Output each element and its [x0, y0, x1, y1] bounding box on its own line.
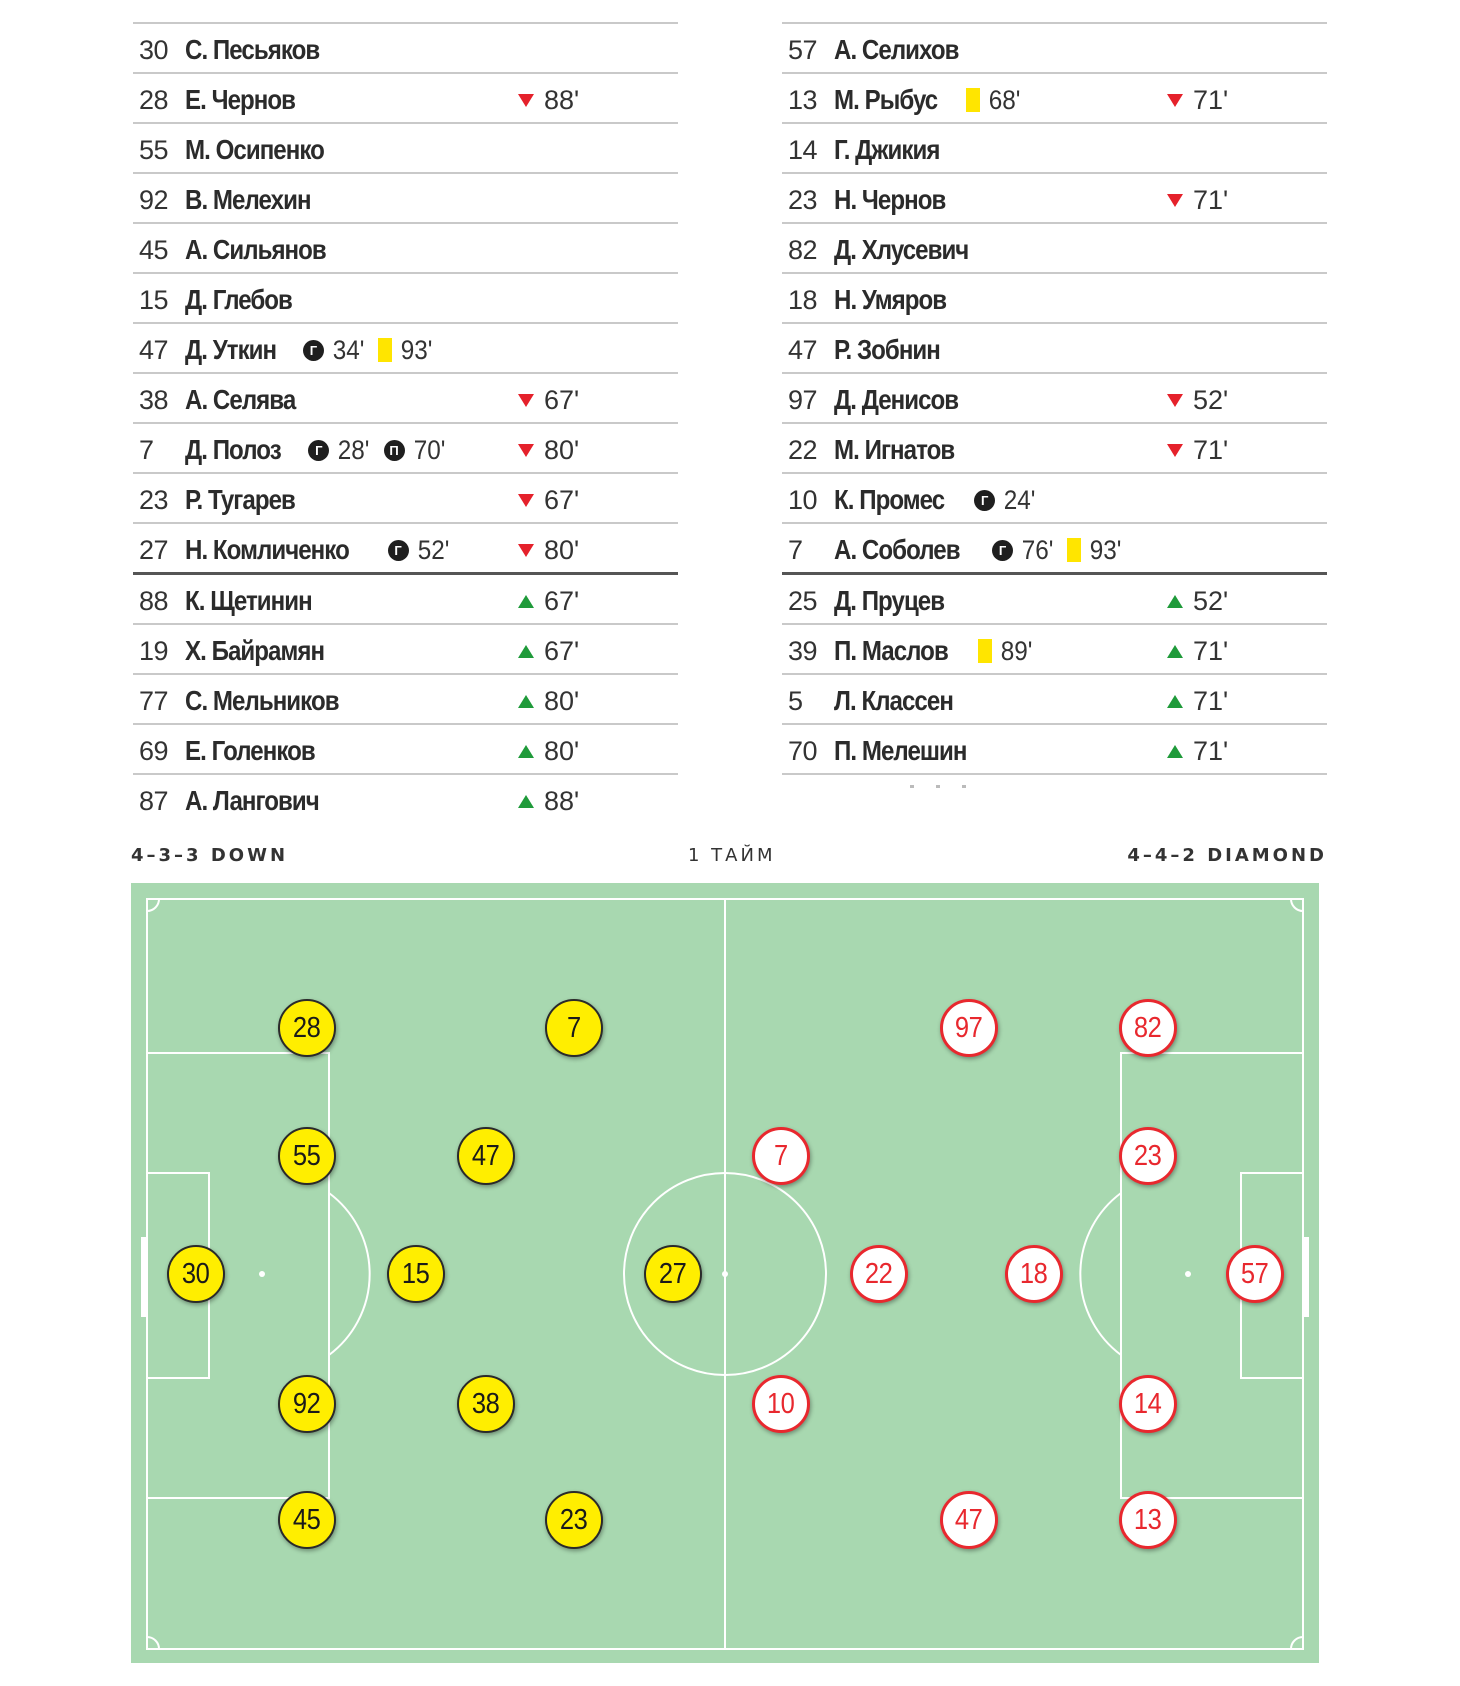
player-marker-number: 82 — [1134, 1011, 1162, 1044]
player-name-wrap — [834, 334, 957, 366]
substitution-time: 52' — [1193, 586, 1229, 616]
player-name: В. Мелехин — [185, 184, 311, 215]
player-name-wrap — [185, 184, 331, 216]
player-row — [133, 623, 678, 673]
player-row — [782, 572, 1327, 623]
player-number: 47 — [139, 335, 169, 365]
player-name: Р. Зобнин — [834, 334, 940, 365]
player-name-cell — [185, 534, 451, 566]
away-player-marker — [850, 1245, 908, 1303]
substitution-time: 80' — [544, 686, 580, 716]
player-number: 30 — [139, 35, 169, 65]
player-name-cell — [834, 534, 1123, 566]
home-player-marker — [644, 1245, 702, 1303]
sub-off-arrow-icon — [518, 544, 534, 557]
player-row — [782, 22, 1327, 72]
player-row — [782, 322, 1327, 372]
substitution — [1167, 686, 1228, 717]
away-formation: 4–4–2 DIAMOND — [1127, 845, 1327, 866]
player-name-wrap — [185, 534, 376, 566]
player-name: Д. Глебов — [185, 284, 292, 315]
player-name-cell — [834, 334, 957, 366]
player-name: Д. Полоз — [185, 434, 281, 465]
away-player-marker — [1119, 1375, 1177, 1433]
player-name-cell — [185, 635, 347, 667]
player-marker-number: 57 — [1241, 1257, 1269, 1290]
sub-off-arrow-icon — [1167, 194, 1183, 207]
player-number: 7 — [788, 535, 803, 565]
player-row — [782, 372, 1327, 422]
player-row — [133, 172, 678, 222]
player-name-wrap — [185, 635, 347, 667]
player-name-wrap — [834, 534, 980, 566]
goal-icon: Г — [992, 540, 1013, 561]
player-name: С. Песьяков — [185, 34, 320, 65]
substitution-time: 52' — [1193, 385, 1229, 415]
player-number: 45 — [139, 235, 169, 265]
player-number: 38 — [139, 385, 169, 415]
player-marker-number: 55 — [293, 1139, 321, 1172]
player-name-wrap — [834, 134, 957, 166]
player-number: 14 — [788, 135, 818, 165]
player-row — [782, 122, 1327, 172]
event-yellow — [966, 85, 1022, 116]
yellow-card-icon — [978, 639, 992, 663]
player-row — [133, 522, 678, 572]
sub-on-arrow-icon — [1167, 745, 1183, 758]
away-player-marker — [1119, 1127, 1177, 1185]
player-number: 39 — [788, 636, 818, 666]
player-marker-number: 38 — [472, 1387, 500, 1420]
player-name: А. Соболев — [834, 534, 960, 565]
substitution — [518, 636, 579, 667]
player-name-cell — [185, 84, 313, 116]
penalty-goal-icon: П — [384, 440, 405, 461]
player-number: 69 — [139, 736, 169, 766]
player-name-cell — [185, 735, 336, 767]
home-player-marker — [278, 1375, 336, 1433]
player-name-wrap — [834, 735, 988, 767]
goal-icon: Г — [974, 490, 995, 511]
player-number: 15 — [139, 285, 169, 315]
player-number: 47 — [788, 335, 818, 365]
player-row — [782, 422, 1327, 472]
sub-off-arrow-icon — [518, 394, 534, 407]
substitution-time: 88' — [544, 786, 580, 816]
sub-off-arrow-icon — [518, 444, 534, 457]
player-name-wrap — [834, 434, 974, 466]
sub-on-arrow-icon — [1167, 645, 1183, 658]
player-marker-number: 92 — [293, 1387, 321, 1420]
player-number: 19 — [139, 636, 169, 666]
substitution-time: 80' — [544, 435, 580, 465]
player-name-cell — [185, 134, 347, 166]
home-player-marker — [278, 1491, 336, 1549]
player-number: 5 — [788, 686, 803, 716]
player-name-cell — [185, 334, 434, 366]
player-row — [782, 723, 1327, 775]
away-player-marker — [1119, 1491, 1177, 1549]
substitution-time: 71' — [1193, 85, 1229, 115]
player-row — [782, 623, 1327, 673]
player-row — [133, 372, 678, 422]
home-player-marker — [387, 1245, 445, 1303]
player-number: 88 — [139, 586, 169, 616]
pitch — [131, 883, 1319, 1663]
player-name-cell — [834, 34, 979, 66]
event-goal — [308, 435, 371, 466]
player-name-cell — [834, 134, 957, 166]
player-name-cell — [185, 434, 447, 466]
away-player-marker — [752, 1375, 810, 1433]
player-name: А. Сильянов — [185, 234, 326, 265]
player-number: 55 — [139, 135, 169, 165]
player-row — [133, 22, 678, 72]
sub-off-arrow-icon — [518, 94, 534, 107]
home-player-marker — [457, 1375, 515, 1433]
player-name-cell — [834, 735, 988, 767]
away-player-marker — [940, 1491, 998, 1549]
home-player-marker — [457, 1127, 515, 1185]
player-marker-number: 30 — [182, 1257, 210, 1290]
event-time: 89' — [1001, 635, 1033, 666]
substitution-time: 71' — [1193, 435, 1229, 465]
player-name-wrap — [834, 635, 966, 667]
player-name-cell — [185, 184, 331, 216]
substitution-time: 67' — [544, 636, 580, 666]
player-name: К. Промес — [834, 484, 945, 515]
substitution — [518, 736, 579, 767]
player-number: 87 — [139, 786, 169, 816]
substitution-time: 88' — [544, 85, 580, 115]
player-name-cell — [834, 184, 963, 216]
event-time: 34' — [332, 334, 365, 365]
player-number: 77 — [139, 686, 169, 716]
player-name: М. Рыбус — [834, 84, 938, 115]
away-lineup — [782, 22, 1327, 775]
event-time: 93' — [400, 334, 433, 365]
player-name: Д. Денисов — [834, 384, 959, 415]
player-name-wrap — [185, 234, 349, 266]
player-name: Н. Умяров — [834, 284, 947, 315]
player-name: С. Мельников — [185, 685, 339, 716]
substitution — [1167, 586, 1228, 617]
yellow-card-icon — [378, 338, 392, 362]
player-name: Е. Голенков — [185, 735, 315, 766]
half-label: 1 ТАЙМ — [688, 845, 776, 866]
event-time: 76' — [1021, 534, 1054, 565]
player-row — [782, 673, 1327, 723]
event-yellow — [378, 335, 434, 366]
substitution — [518, 586, 579, 617]
player-name-wrap — [834, 384, 978, 416]
player-name-wrap — [185, 84, 313, 116]
substitution-time: 71' — [1193, 736, 1229, 766]
player-name-wrap — [834, 84, 954, 116]
player-name-wrap — [185, 384, 313, 416]
player-row — [133, 572, 678, 623]
sub-on-arrow-icon — [518, 645, 534, 658]
player-name-cell — [185, 34, 341, 66]
player-marker-number: 18 — [1020, 1257, 1048, 1290]
substitution-time: 67' — [544, 385, 580, 415]
player-row — [133, 72, 678, 122]
event-goal — [974, 485, 1037, 516]
sub-on-arrow-icon — [1167, 695, 1183, 708]
sub-off-arrow-icon — [1167, 94, 1183, 107]
away-player-marker — [940, 999, 998, 1057]
player-name: Р. Тугарев — [185, 484, 295, 515]
yellow-card-icon — [1067, 538, 1081, 562]
player-row — [133, 773, 678, 823]
event-goal — [303, 335, 366, 366]
home-player-marker — [278, 999, 336, 1057]
substitution-time: 71' — [1193, 185, 1229, 215]
substitution-time: 80' — [544, 736, 580, 766]
player-name-wrap — [185, 334, 291, 366]
player-name-cell — [834, 84, 1022, 116]
sub-on-arrow-icon — [518, 795, 534, 808]
player-row — [782, 72, 1327, 122]
away-player-marker — [1226, 1245, 1284, 1303]
player-name-wrap — [185, 34, 341, 66]
sub-on-arrow-icon — [518, 695, 534, 708]
player-name-cell — [834, 434, 974, 466]
sub-on-arrow-icon — [518, 595, 534, 608]
substitution — [1167, 636, 1228, 667]
event-yellow — [978, 636, 1034, 667]
home-player-marker — [278, 1127, 336, 1185]
player-marker-number: 28 — [293, 1011, 321, 1044]
separator-dots — [910, 785, 1010, 789]
player-name-cell — [185, 685, 364, 717]
player-name-cell — [185, 284, 309, 316]
player-name-cell — [185, 785, 341, 817]
player-marker-number: 45 — [293, 1503, 321, 1536]
substitution-time: 80' — [544, 535, 580, 565]
player-name: Н. Чернов — [834, 184, 946, 215]
home-player-marker — [545, 999, 603, 1057]
player-number: 18 — [788, 285, 818, 315]
player-name-cell — [834, 234, 990, 266]
player-name-wrap — [185, 134, 347, 166]
player-name: Е. Чернов — [185, 84, 296, 115]
substitution — [1167, 385, 1228, 416]
player-row — [782, 272, 1327, 322]
player-row — [782, 472, 1327, 522]
substitution — [518, 786, 579, 817]
sub-off-arrow-icon — [518, 494, 534, 507]
player-number: 23 — [788, 185, 818, 215]
player-name-cell — [834, 284, 964, 316]
player-marker-number: 13 — [1134, 1503, 1162, 1536]
player-name-cell — [185, 484, 313, 516]
goal-icon: Г — [308, 440, 329, 461]
player-name: П. Маслов — [834, 635, 948, 666]
player-marker-number: 23 — [1134, 1139, 1162, 1172]
player-name-wrap — [834, 685, 972, 717]
event-time: 93' — [1089, 534, 1122, 565]
player-marker-number: 14 — [1134, 1387, 1162, 1420]
substitution-time: 71' — [1193, 636, 1229, 666]
event-time: 24' — [1003, 484, 1036, 515]
player-number: 7 — [139, 435, 154, 465]
player-row — [133, 422, 678, 472]
player-name: М. Игнатов — [834, 434, 955, 465]
player-number: 27 — [139, 535, 169, 565]
player-number: 28 — [139, 85, 169, 115]
sub-on-arrow-icon — [518, 745, 534, 758]
player-name: Д. Уткин — [185, 334, 277, 365]
player-row — [133, 322, 678, 372]
player-marker-number: 97 — [955, 1011, 983, 1044]
substitution — [1167, 435, 1228, 466]
player-name-wrap — [185, 484, 313, 516]
event-time: 70' — [413, 434, 445, 465]
player-row — [133, 723, 678, 773]
player-row — [133, 122, 678, 172]
player-name-cell — [834, 585, 962, 617]
home-player-marker — [167, 1245, 225, 1303]
player-name-wrap — [185, 434, 296, 466]
player-name: Н. Комличенко — [185, 534, 349, 565]
player-name-cell — [185, 234, 349, 266]
player-row — [133, 222, 678, 272]
player-marker-number: 7 — [774, 1139, 788, 1172]
player-marker-number: 47 — [955, 1503, 983, 1536]
player-name: К. Щетинин — [185, 585, 312, 616]
substitution-time: 71' — [1193, 686, 1229, 716]
event-time: 68' — [988, 84, 1021, 115]
player-marker-number: 47 — [472, 1139, 500, 1172]
player-name: Д. Пруцев — [834, 585, 945, 616]
player-marker-number: 7 — [567, 1011, 581, 1044]
player-number: 92 — [139, 185, 169, 215]
player-name-cell — [185, 384, 313, 416]
player-number: 23 — [139, 485, 169, 515]
event-goal — [992, 535, 1055, 566]
away-player-marker — [1119, 999, 1177, 1057]
player-name: Х. Байрамян — [185, 635, 325, 666]
player-row — [782, 222, 1327, 272]
player-name-wrap — [834, 484, 962, 516]
player-name-wrap — [834, 284, 964, 316]
substitution — [518, 385, 579, 416]
player-name: А. Селихов — [834, 34, 959, 65]
substitution — [1167, 85, 1228, 116]
player-marker-number: 27 — [659, 1257, 687, 1290]
substitution — [518, 535, 579, 566]
player-name-cell — [834, 635, 1035, 667]
player-row — [133, 673, 678, 723]
player-row — [133, 272, 678, 322]
player-marker-number: 23 — [560, 1503, 588, 1536]
player-marker-number: 22 — [865, 1257, 893, 1290]
player-name-cell — [834, 484, 1037, 516]
player-row — [782, 522, 1327, 572]
event-time: 52' — [417, 534, 449, 565]
player-name: Л. Классен — [834, 685, 953, 716]
player-number: 10 — [788, 485, 818, 515]
goal-icon: Г — [388, 540, 409, 561]
player-name-wrap — [185, 685, 364, 717]
yellow-card-icon — [966, 88, 980, 112]
player-name: А. Лангович — [185, 785, 319, 816]
player-name-wrap — [834, 234, 990, 266]
sub-off-arrow-icon — [1167, 444, 1183, 457]
player-number: 13 — [788, 85, 818, 115]
player-name-cell — [834, 685, 972, 717]
sub-on-arrow-icon — [1167, 595, 1183, 608]
player-name: Г. Джикия — [834, 134, 940, 165]
player-name-wrap — [834, 34, 979, 66]
player-number: 82 — [788, 235, 818, 265]
player-name-wrap — [185, 585, 332, 617]
substitution — [518, 435, 579, 466]
player-number: 22 — [788, 435, 818, 465]
event-yellow — [1067, 535, 1123, 566]
player-number: 25 — [788, 586, 818, 616]
home-formation: 4–3–3 DOWN — [131, 845, 289, 866]
player-row — [782, 172, 1327, 222]
away-player-marker — [1005, 1245, 1063, 1303]
player-name-wrap — [834, 184, 963, 216]
player-number: 70 — [788, 736, 818, 766]
player-name: П. Мелешин — [834, 735, 967, 766]
substitution-time: 67' — [544, 485, 580, 515]
substitution — [518, 485, 579, 516]
player-name-wrap — [185, 735, 336, 767]
player-name-wrap — [834, 585, 962, 617]
player-marker-number: 10 — [767, 1387, 795, 1420]
home-lineup — [133, 22, 678, 823]
substitution — [1167, 185, 1228, 216]
player-name-cell — [834, 384, 978, 416]
player-name: А. Селява — [185, 384, 296, 415]
substitution-time: 67' — [544, 586, 580, 616]
player-name: Д. Хлусевич — [834, 234, 969, 265]
event-goal — [388, 535, 451, 566]
event-penalty — [384, 435, 447, 466]
player-name-wrap — [185, 785, 341, 817]
event-time: 28' — [338, 434, 370, 465]
player-number: 57 — [788, 35, 818, 65]
player-name-cell — [185, 585, 332, 617]
substitution — [1167, 736, 1228, 767]
substitution — [518, 686, 579, 717]
home-player-marker — [545, 1491, 603, 1549]
player-name-wrap — [185, 284, 309, 316]
player-name: М. Осипенко — [185, 134, 324, 165]
player-number: 97 — [788, 385, 818, 415]
away-player-marker — [752, 1127, 810, 1185]
sub-off-arrow-icon — [1167, 394, 1183, 407]
goal-icon: Г — [303, 340, 324, 361]
substitution — [518, 85, 579, 116]
player-marker-number: 15 — [402, 1257, 430, 1290]
player-row — [133, 472, 678, 522]
